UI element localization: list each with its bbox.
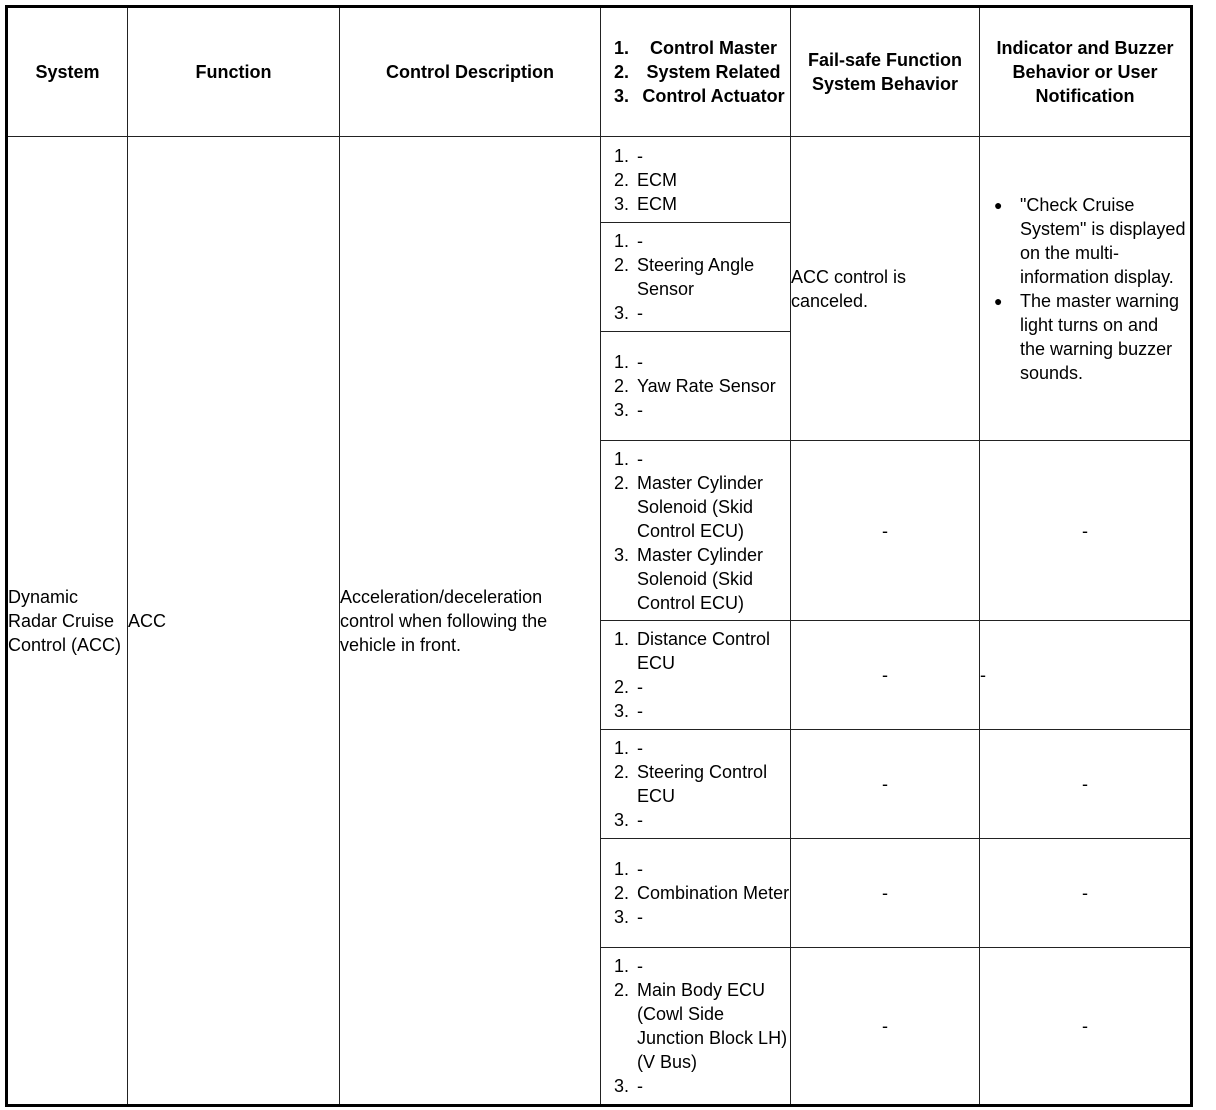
chain-item: 3. - [613,400,643,420]
chain-item: 1. - [613,859,643,879]
chain-item: 3. - [613,810,643,830]
header-failsafe: Fail-safe Function System Behavior [791,7,980,137]
bullet-icon: ● [994,196,1003,213]
chain-item: 3. - [613,1076,643,1096]
control-chain-cell [601,223,791,332]
control-chain-cell [601,730,791,839]
system-behavior-table [5,5,1193,1107]
control-chain-cell [601,948,791,1106]
chain-item: 2. Master Cylinder Solenoid (Skid Control ECU) [613,472,764,541]
chain-item: 1. - [613,956,643,976]
header-control-chain [601,7,791,137]
header-row [7,7,1192,137]
indicator-cell: - [980,839,1192,948]
control-description-cell: Acceleration/deceleration control when following the vehicle in front. [340,137,601,1106]
chain-item: 2. ECM [613,169,677,190]
bullet-icon: ● [994,292,1003,309]
control-chain-cell [601,332,791,441]
system-cell: Dynamic Radar Cruise Control (ACC) [7,137,128,1106]
chain-item: 1. - [613,145,643,166]
chain-item: 2. Combination Meter [613,883,790,903]
chain-item: 3. ECM [613,193,677,214]
failsafe-cell: ACC control is canceled. [791,137,980,441]
header-chain-item: 1. Control Master [613,38,777,58]
header-chain-item: 2. System Related [613,62,781,82]
indicator-cell: - [980,441,1192,621]
failsafe-cell: - [791,730,980,839]
chain-item: 2. Main Body ECU (Cowl Side Junction Block LH) (V Bus) [613,980,788,1072]
control-chain-cell [601,441,791,621]
chain-item: 3. - [613,907,643,927]
indicator-cell: - [980,948,1192,1106]
function-cell: ACC [128,137,340,1106]
indicator-cell: - [980,621,1192,730]
chain-item: 2. Steering Angle Sensor [613,255,755,299]
indicator-cell: - [980,730,1192,839]
failsafe-cell: - [791,621,980,730]
chain-item: 2. - [613,677,643,697]
chain-item: 3. - [613,303,643,323]
header-function: Function [128,7,340,137]
failsafe-cell: - [791,839,980,948]
chain-item: 3. Master Cylinder Solenoid (Skid Control ECU) [613,544,764,613]
header-chain-item: 3. Control Actuator [613,86,785,106]
failsafe-cell: - [791,948,980,1106]
control-chain-cell [601,621,791,730]
chain-item: 2. Steering Control ECU [613,762,768,806]
control-chain-cell [601,839,791,948]
chain-item: 1. - [613,448,643,469]
chain-item: 1. - [613,352,643,372]
header-control-description: Control Description [340,7,601,137]
chain-item: 1. - [613,231,643,251]
chain-item: 1. Distance Control ECU [613,629,771,673]
notification-item: ● The master warning light turns on and the warning buzzer sounds. [994,290,1180,383]
control-chain-cell [601,137,791,223]
header-indicator: Indicator and Buzzer Behavior or User Notification [980,7,1192,137]
chain-item: 3. - [613,701,643,721]
failsafe-cell: - [791,441,980,621]
chain-item: 2. Yaw Rate Sensor [613,376,776,396]
table-row [7,137,1192,223]
indicator-cell [980,137,1192,441]
chain-item: 1. - [613,738,643,758]
header-system: System [7,7,128,137]
notification-item: ● "Check Cruise System" is displayed on the multi-information display. [994,194,1186,287]
